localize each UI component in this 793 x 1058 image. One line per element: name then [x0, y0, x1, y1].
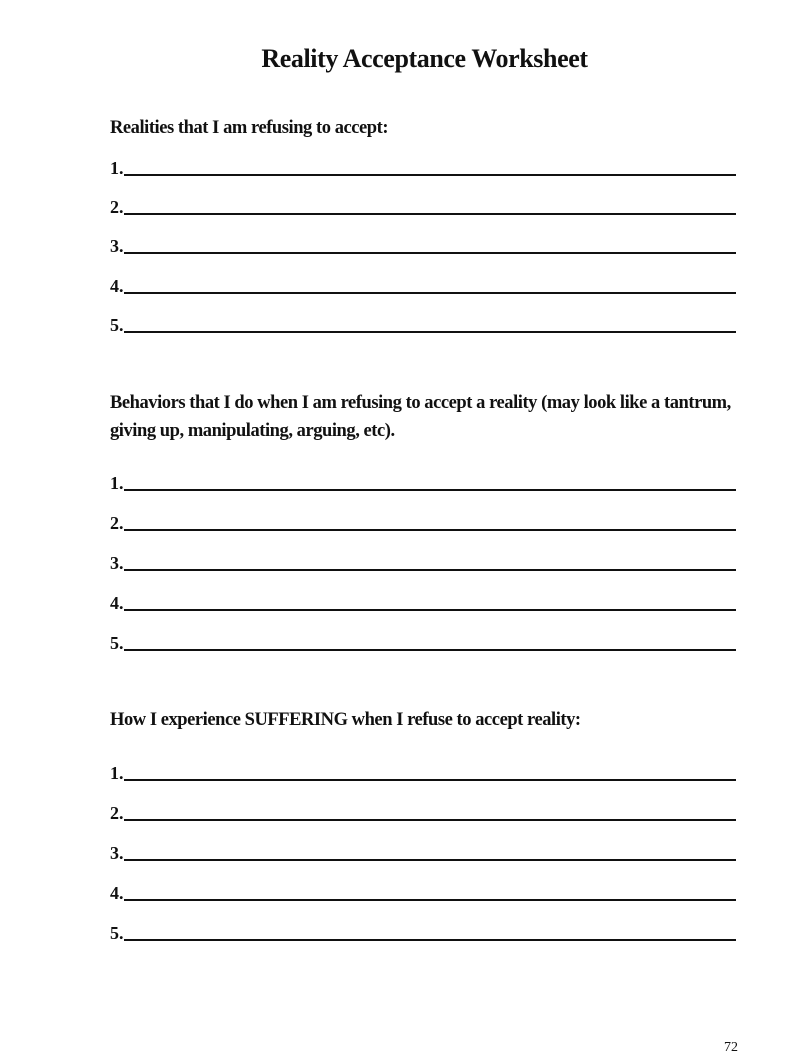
blank-line[interactable] — [124, 819, 737, 821]
item-number: 2. — [110, 197, 124, 217]
answer-line[interactable] — [110, 800, 736, 822]
page-number: 72 — [724, 1040, 738, 1055]
answer-line[interactable] — [110, 312, 736, 334]
item-number: 1. — [110, 158, 124, 178]
section-heading-behaviors: Behaviors that I do when I am refusing to accept a reality (may look like a tantrum, giving up, manipulating, arguing, etc). — [110, 393, 731, 441]
item-number: 3. — [110, 843, 124, 863]
section-heading-suffering: How I experience SUFFERING when I refuse to accept reality: — [110, 710, 581, 730]
answer-line[interactable] — [110, 155, 736, 177]
blank-line[interactable] — [124, 213, 737, 215]
item-number: 3. — [110, 236, 124, 256]
item-number: 5. — [110, 633, 124, 653]
item-number: 4. — [110, 593, 124, 613]
item-number: 3. — [110, 553, 124, 573]
section-heading-realities: Realities that I am refusing to accept: — [110, 118, 389, 138]
blank-line[interactable] — [124, 529, 737, 531]
item-number: 4. — [110, 883, 124, 903]
item-number: 5. — [110, 315, 124, 335]
item-number: 2. — [110, 803, 124, 823]
blank-line[interactable] — [124, 779, 737, 781]
item-number: 5. — [110, 923, 124, 943]
blank-line[interactable] — [124, 174, 737, 176]
answer-line[interactable] — [110, 233, 736, 255]
blank-line[interactable] — [124, 489, 737, 491]
item-number: 1. — [110, 473, 124, 493]
answer-line[interactable] — [110, 550, 736, 572]
answer-line[interactable] — [110, 760, 736, 782]
item-number: 4. — [110, 276, 124, 296]
blank-line[interactable] — [124, 292, 737, 294]
blank-line[interactable] — [124, 859, 737, 861]
answer-line[interactable] — [110, 920, 736, 942]
blank-line[interactable] — [124, 252, 737, 254]
blank-line[interactable] — [124, 649, 737, 651]
answer-line[interactable] — [110, 470, 736, 492]
blank-line[interactable] — [124, 569, 737, 571]
answer-line[interactable] — [110, 510, 736, 532]
answer-line[interactable] — [110, 880, 736, 902]
item-number: 1. — [110, 763, 124, 783]
blank-line[interactable] — [124, 331, 737, 333]
blank-line[interactable] — [124, 609, 737, 611]
answer-line[interactable] — [110, 194, 736, 216]
worksheet-title: Reality Acceptance Worksheet — [261, 44, 588, 73]
blank-line[interactable] — [124, 939, 737, 941]
answer-line[interactable] — [110, 840, 736, 862]
item-number: 2. — [110, 513, 124, 533]
answer-line[interactable] — [110, 630, 736, 652]
answer-line[interactable] — [110, 273, 736, 295]
answer-line[interactable] — [110, 590, 736, 612]
blank-line[interactable] — [124, 899, 737, 901]
